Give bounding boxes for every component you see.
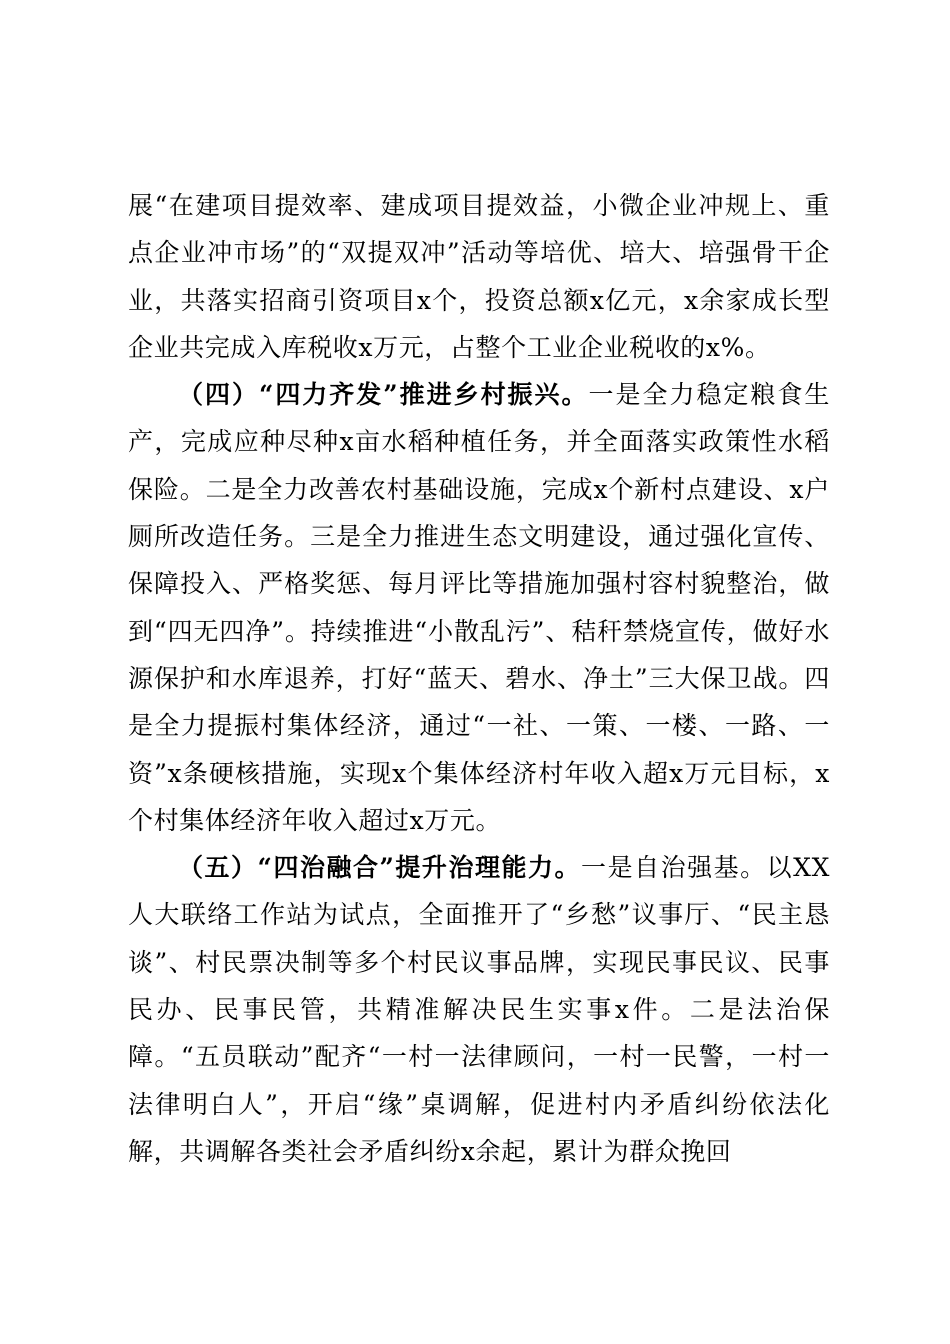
paragraph-text: 一是全力稳定粮食生产，完成应种尽种x亩水稻种植任务，并全面落实政策性水稻保险。二是全力改善农村基础设施，完成x个新村点建设、x户厕所改造任务。三是全力推进生态文明建设，通过强化宣传、保障投入、严格奖惩、每月评比等措施加强村容村貌整治，做到“四无四净”。持续推进“小散乱污”、秸秆禁烧宣传，做好水源保护和水库退养，打好“蓝天、碧水、净土”三大保卫战。四是全力提振村集体经济，通过“一社、一策、一楼、一路、一资”x条硬核措施，实现x个集体经济村年收入超x万元目标，x个村集体经济年收入超过x万元。 xyxy=(128,380,830,835)
section-heading: （五）“四治融合”提升治理能力。 xyxy=(178,853,582,883)
document-body xyxy=(128,182,830,1175)
paragraph-section-four xyxy=(128,371,830,844)
section-heading: （四）“四力齐发”推进乡村振兴。 xyxy=(178,380,589,410)
paragraph-section-five xyxy=(128,844,830,1175)
paragraph-text: 展“在建项目提效率、建成项目提效益，小微企业冲规上、重点企业冲市场”的“双提双冲”活动等培优、培大、培强骨干企业，共落实招商引资项目x个，投资总额x亿元，x余家成长型企业共完成入库税收x万元，占整个工业企业税收的x%。 xyxy=(128,191,830,362)
paragraph-text: 一是自治强基。以XX人大联络工作站为试点，全面推开了“乡愁”议事厅、“民主恳谈”、村民票决制等多个村民议事品牌，实现民事民议、民事民办、民事民管，共精准解决民生实事x件。二是法治保障。“五员联动”配齐“一村一法律顾问，一村一民警，一村一法律明白人”，开启“缘”桌调解，促进村内矛盾纠纷依法化解，共调解各类社会矛盾纠纷x余起，累计为群众挽回 xyxy=(128,853,830,1166)
paragraph-continuation xyxy=(128,182,830,371)
